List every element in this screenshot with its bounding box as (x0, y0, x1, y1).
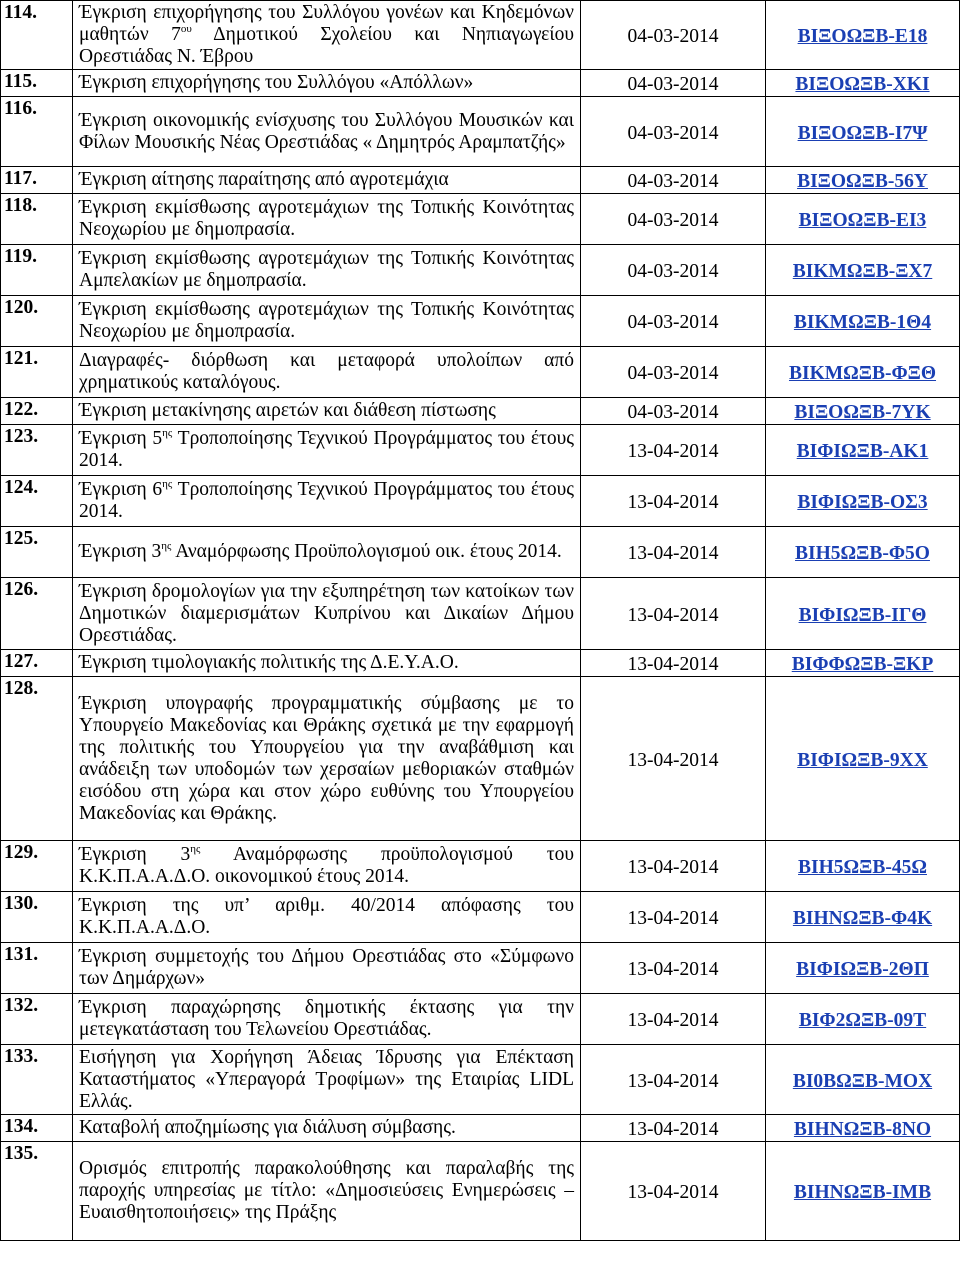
decision-date: 04-03-2014 (581, 398, 766, 425)
ada-link[interactable]: ΒΙΗ5ΩΞΒ-45Ω (798, 857, 927, 878)
ada-link[interactable]: ΒΙΚΜΩΞΒ-ΞΧ7 (792, 261, 933, 282)
table-row (1, 476, 960, 527)
decision-description: Έγκριση εκμίσθωσης αγροτεμάχιων της Τοπικής Κοινότητας Αμπελακίων με δημοπρασία. (73, 245, 581, 296)
ada-link[interactable]: ΒΙΦΦΩΞΒ-ΞΚΡ (791, 654, 934, 675)
decision-date: 13-04-2014 (581, 1115, 766, 1142)
row-number: 125. (1, 527, 73, 578)
ada-cell (766, 97, 960, 167)
row-number: 122. (1, 398, 73, 425)
decision-description: Εισήγηση για Χορήγηση Άδειας Ίδρυσης για Επέκταση Καταστήματος «Υπεραγορά Τροφίμων» της Εταιρίας LIDL Ελλάς. (73, 1045, 581, 1115)
decision-date: 13-04-2014 (581, 1142, 766, 1241)
table-row (1, 841, 960, 892)
decision-description: Έγκριση παραχώρησης δημοτικής έκτασης για την μετεγκατάσταση του Τελωνείου Ορεστιάδας. (73, 994, 581, 1045)
ada-cell (766, 347, 960, 398)
decision-date: 13-04-2014 (581, 425, 766, 476)
decision-date: 04-03-2014 (581, 194, 766, 245)
ada-cell (766, 194, 960, 245)
ada-cell (766, 296, 960, 347)
ada-cell (766, 650, 960, 677)
table-row (1, 943, 960, 994)
decision-description: Έγκριση $5^{\eta\varsigma}$ Τροποποίησης Τεχνικού Προγράμματος του έτους 2014. (73, 425, 581, 476)
decision-date: 13-04-2014 (581, 994, 766, 1045)
decision-description: Έγκριση δρομολογίων για την εξυπηρέτηση των κατοίκων των Δημοτικών διαμερισμάτων Κυπρίνου και Δικαίων Δήμου Ορεστιάδας. (73, 578, 581, 650)
table-row (1, 650, 960, 677)
row-number: 127. (1, 650, 73, 677)
decision-description: Έγκριση εκμίσθωσης αγροτεμάχιων της Τοπικής Κοινότητας Νεοχωρίου με δημοπρασία. (73, 296, 581, 347)
decision-date: 13-04-2014 (581, 527, 766, 578)
ada-link[interactable]: ΒΙΞΟΩΞΒ-ΧΚΙ (795, 74, 930, 95)
decision-date: 13-04-2014 (581, 578, 766, 650)
row-number: 132. (1, 994, 73, 1045)
row-number: 133. (1, 1045, 73, 1115)
ada-cell (766, 677, 960, 841)
decision-description: Έγκριση της υπ’ αριθμ. 40/2014 απόφασης του Κ.Κ.Π.Α.Α.Δ.Ο. (73, 892, 581, 943)
decision-description: Διαγραφές- διόρθωση και μεταφορά υπολοίπων από χρηματικούς καταλόγους. (73, 347, 581, 398)
decision-date: 13-04-2014 (581, 892, 766, 943)
row-number: 115. (1, 70, 73, 97)
table-row (1, 892, 960, 943)
row-number: 129. (1, 841, 73, 892)
ada-link[interactable]: ΒΙΗ5ΩΞΒ-Φ5Ο (795, 543, 930, 564)
decision-date: 13-04-2014 (581, 1045, 766, 1115)
decision-description: Έγκριση $3^{\eta\varsigma}$ Αναμόρφωσης Προϋπολογισμού οικ. έτους 2014. (73, 527, 581, 578)
decision-description: Έγκριση αίτησης παραίτησης από αγροτεμάχια (73, 167, 581, 194)
decision-description: Έγκριση μετακίνησης αιρετών και διάθεση πίστωσης (73, 398, 581, 425)
row-number: 126. (1, 578, 73, 650)
row-number: 128. (1, 677, 73, 841)
decision-description: Έγκριση εκμίσθωσης αγροτεμάχιων της Τοπικής Κοινότητας Νεοχωρίου με δημοπρασία. (73, 194, 581, 245)
table-row (1, 527, 960, 578)
ada-link[interactable]: ΒΙΗΝΩΞΒ-ΙΜΒ (793, 1182, 932, 1203)
ada-cell (766, 994, 960, 1045)
ada-link[interactable]: ΒΙ0ΒΩΞΒ-ΜΟΧ (792, 1070, 933, 1092)
table-row (1, 425, 960, 476)
decision-description: Έγκριση επιχορήγησης του Συλλόγου γονέων και Κηδεμόνων μαθητών $7^{o\upsilon}$ Δημοτικού Σχολείου και Νηπιαγωγείου Ορεστιάδας Ν. Έβρου (73, 1, 581, 70)
ada-cell (766, 1, 960, 70)
table-row (1, 296, 960, 347)
table-row (1, 398, 960, 425)
table-row (1, 97, 960, 167)
row-number: 124. (1, 476, 73, 527)
table-row (1, 70, 960, 97)
ada-cell (766, 398, 960, 425)
table-row (1, 1142, 960, 1241)
decision-description: Ορισμός επιτροπής παρακολούθησης και παραλαβής της παροχής υπηρεσίας με τίτλο: «Δημοσιεύσεις Ενημερώσεις – Ευαισθητοποιήσεις» της Πράξης (73, 1142, 581, 1241)
row-number: 134. (1, 1115, 73, 1142)
ada-link[interactable]: ΒΙΦΙΩΞΒ-2ΘΠ (796, 959, 929, 980)
table-row (1, 194, 960, 245)
decisions-table-body (1, 1, 960, 1241)
decision-description: Έγκριση επιχορήγησης του Συλλόγου «Απόλλων» (73, 70, 581, 97)
table-row (1, 245, 960, 296)
row-number: 118. (1, 194, 73, 245)
ada-cell (766, 527, 960, 578)
ada-cell (766, 578, 960, 650)
decision-description: Έγκριση $3^{\eta\varsigma}$ Αναμόρφωσης προϋπολογισμού του Κ.Κ.Π.Α.Α.Δ.Ο. οικονομικού έτους 2014. (73, 841, 581, 892)
ada-cell (766, 1142, 960, 1241)
decision-date: 04-03-2014 (581, 245, 766, 296)
ada-link[interactable]: ΒΙΗΝΩΞΒ-Φ4Κ (792, 908, 933, 929)
ada-link[interactable]: ΒΙΞΟΩΞΒ-ΕΙ3 (798, 210, 927, 231)
decision-date: 13-04-2014 (581, 476, 766, 527)
table-row (1, 677, 960, 841)
ada-link[interactable]: ΒΙΚΜΩΞΒ-ΦΞΘ (788, 363, 937, 384)
table-row (1, 1045, 960, 1115)
decision-description: Έγκριση $6^{\eta\varsigma}$ Τροποποίησης Τεχνικού Προγράμματος του έτους 2014. (73, 476, 581, 527)
ada-cell (766, 70, 960, 97)
decision-date: 04-03-2014 (581, 70, 766, 97)
row-number: 117. (1, 167, 73, 194)
decision-date: 04-03-2014 (581, 347, 766, 398)
decision-date: 04-03-2014 (581, 167, 766, 194)
decision-date: 04-03-2014 (581, 296, 766, 347)
decision-description: Έγκριση τιμολογιακής πολιτικής της Δ.Ε.Υ.Α.Ο. (73, 650, 581, 677)
table-row (1, 347, 960, 398)
ada-cell (766, 1115, 960, 1142)
decision-date: 04-03-2014 (581, 1, 766, 70)
ada-link[interactable]: ΒΙΦΙΩΞΒ-9ΧΧ (797, 749, 928, 771)
ada-cell (766, 167, 960, 194)
row-number: 123. (1, 425, 73, 476)
ada-link[interactable]: ΒΙΞΟΩΞΒ-56Υ (797, 171, 928, 192)
ada-cell (766, 841, 960, 892)
ada-cell (766, 425, 960, 476)
table-row (1, 167, 960, 194)
decision-description: Έγκριση οικονομικής ενίσχυσης του Συλλόγου Μουσικών και Φίλων Μουσικής Νέας Ορεστιάδας « Δημητρός Αραμπατζής» (73, 97, 581, 167)
table-row (1, 1115, 960, 1142)
row-number: 114. (1, 1, 73, 70)
ada-link[interactable]: ΒΙΦΙΩΞΒ-ΙΓΘ (798, 604, 927, 626)
ada-link[interactable]: ΒΙΦΙΩΞΒ-ΟΣ3 (797, 492, 928, 513)
table-row (1, 994, 960, 1045)
row-number: 135. (1, 1142, 73, 1241)
decision-date: 13-04-2014 (581, 841, 766, 892)
ada-link[interactable]: ΒΙΞΟΩΞΒ-7ΥΚ (794, 402, 931, 423)
row-number: 116. (1, 97, 73, 167)
ada-cell (766, 892, 960, 943)
ada-cell (766, 476, 960, 527)
decision-date: 04-03-2014 (581, 97, 766, 167)
decision-date: 13-04-2014 (581, 650, 766, 677)
ada-link[interactable]: ΒΙΦ2ΩΞΒ-09Τ (798, 1010, 927, 1031)
table-row (1, 1, 960, 70)
row-number: 119. (1, 245, 73, 296)
ada-link[interactable]: ΒΙΞΟΩΞΒ-Ι7Ψ (797, 122, 928, 144)
ada-cell (766, 1045, 960, 1115)
ada-cell (766, 245, 960, 296)
row-number: 120. (1, 296, 73, 347)
ada-link[interactable]: ΒΙΦΙΩΞΒ-ΑΚ1 (796, 441, 929, 462)
ada-link[interactable]: ΒΙΗΝΩΞΒ-8ΝΟ (793, 1119, 932, 1140)
row-number: 131. (1, 943, 73, 994)
row-number: 130. (1, 892, 73, 943)
ada-link[interactable]: ΒΙΞΟΩΞΒ-Ε18 (797, 26, 928, 47)
decision-description: Έγκριση υπογραφής προγραμματικής σύμβασης με το Υπουργείο Μακεδονίας και Θράκης σχετικά με την εφαρμογή της πολιτικής του Υπουργείου για την αναβάθμιση και ανάδειξη των υποδομών των χερσαίων μεθοριακών σταθμών εισόδου στη χώρα και στον χώρο ευθύνης του Υπουργείου Μακεδονίας και Θράκης. (73, 677, 581, 841)
ada-link[interactable]: ΒΙΚΜΩΞΒ-1Θ4 (793, 312, 932, 333)
row-number: 121. (1, 347, 73, 398)
table-row (1, 578, 960, 650)
decision-description: Καταβολή αποζημίωσης για διάλυση σύμβασης. (73, 1115, 581, 1142)
decision-date: 13-04-2014 (581, 677, 766, 841)
ada-cell (766, 943, 960, 994)
decision-description: Έγκριση συμμετοχής του Δήμου Ορεστιάδας στο «Σύμφωνο των Δημάρχων» (73, 943, 581, 994)
decision-date: 13-04-2014 (581, 943, 766, 994)
